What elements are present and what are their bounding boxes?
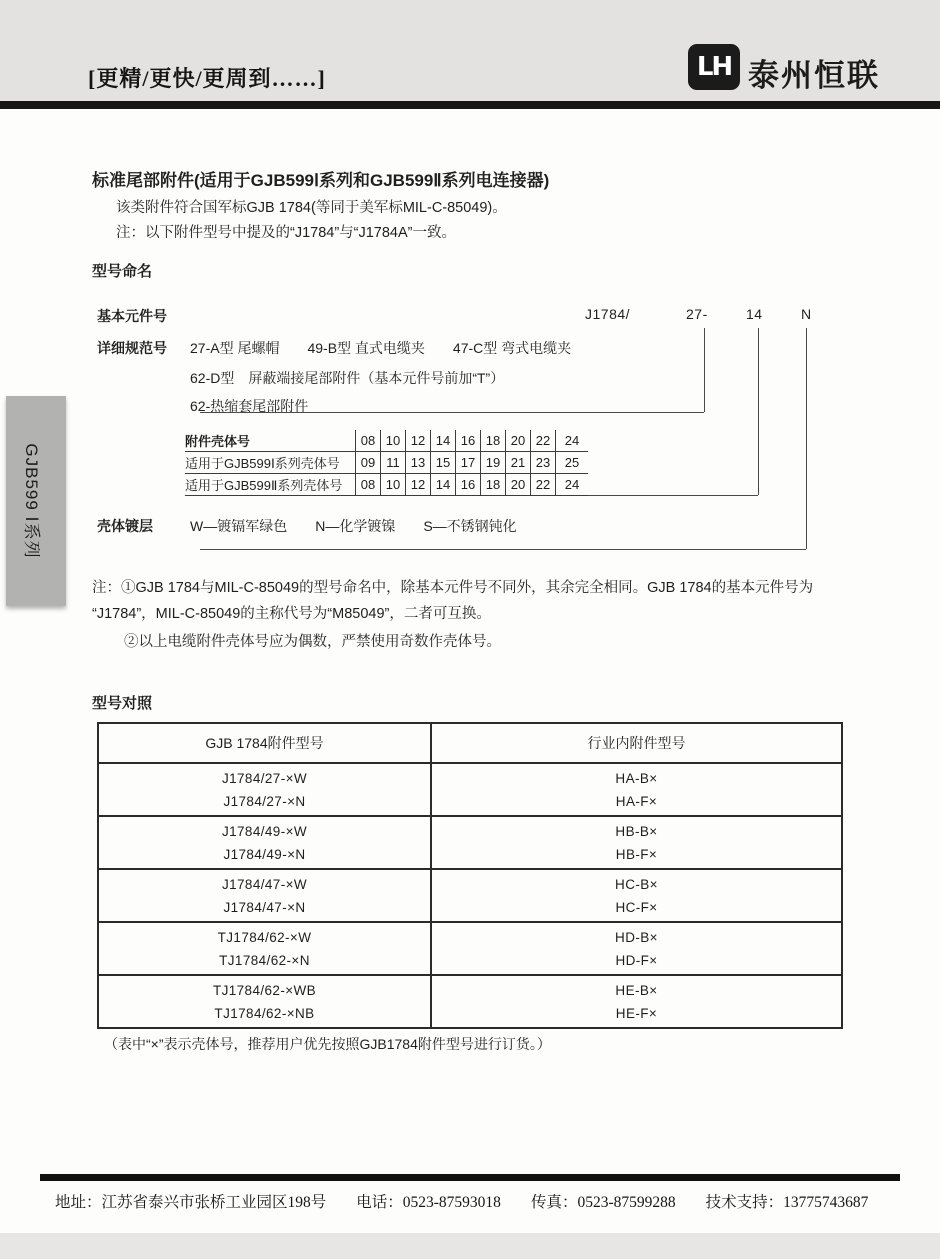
shell-cell: 24 [555, 430, 588, 452]
industry-type-cell [432, 817, 841, 868]
code-spec: 27- [686, 306, 708, 322]
footer [55, 1190, 868, 1212]
industry-type-line: HE-F× [615, 1005, 658, 1021]
shell-cell: 13 [405, 452, 430, 474]
compare-footnote: （表中“×”表示壳体号，推荐用户优先按照GJB1784附件型号进行订货。） [104, 1036, 551, 1052]
diagram-line-spec-horizontal [200, 412, 704, 413]
shell-cell: 18 [480, 430, 505, 452]
shell-cell: 12 [405, 430, 430, 452]
table-row [99, 815, 841, 868]
shell-cell: 20 [505, 430, 530, 452]
shell-cell: 24 [555, 474, 588, 496]
shell-cell: 09 [355, 452, 380, 474]
gjb-type-line: TJ1784/62-×N [219, 952, 310, 968]
company-logo-icon [688, 44, 740, 90]
diagram-line-shell-vertical [758, 328, 759, 495]
shell-cell: 17 [455, 452, 480, 474]
shell-table-row-label: 附件壳体号 [185, 430, 355, 452]
compare-table [97, 722, 843, 1029]
compare-col1-header: GJB 1784附件型号 [99, 724, 432, 762]
diagram-line-finish-vertical [806, 328, 807, 549]
shell-cell: 16 [455, 474, 480, 496]
shell-cell: 22 [530, 430, 555, 452]
gjb-type-line: J1784/47-×W [221, 876, 308, 892]
industry-type-line: HD-B× [615, 929, 658, 945]
table-row [99, 921, 841, 974]
gjb-type-line: J1784/49-×N [223, 846, 306, 862]
shell-cell: 11 [380, 452, 405, 474]
shell-cell: 16 [455, 430, 480, 452]
industry-type-line: HA-B× [615, 770, 658, 786]
industry-type-line: HC-F× [615, 899, 658, 915]
gjb-type-line: J1784/47-×N [223, 899, 306, 915]
shell-cell: 10 [380, 474, 405, 496]
shell-cell: 21 [505, 452, 530, 474]
gjb-type-cell [99, 817, 432, 868]
industry-type-cell [432, 923, 841, 974]
intro-line2: 注：以下附件型号中提及的“J1784”与“J1784A”一致。 [116, 225, 456, 241]
header-divider-bar [0, 101, 940, 109]
compare-table-header-row [99, 724, 841, 762]
shell-number-table [185, 430, 588, 496]
spec-line2: 62-D型 屏蔽端接尾部附件（基本元件号前加“T”） [190, 370, 505, 386]
shell-cell: 23 [530, 452, 555, 474]
gjb-type-line: J1784/27-×W [221, 770, 308, 786]
diagram-line-shell-horizontal [588, 495, 758, 496]
shell-cell: 22 [530, 474, 555, 496]
shell-cell: 15 [430, 452, 455, 474]
shell-cell: 14 [430, 430, 455, 452]
footer-support: 技术支持：13775743687 [705, 1194, 869, 1211]
code-shell: 14 [746, 306, 763, 322]
shell-cell: 08 [355, 474, 380, 496]
shell-cell: 14 [430, 474, 455, 496]
note-line3: ②以上电缆附件壳体号应为偶数，严禁使用奇数作壳体号。 [124, 634, 501, 650]
footer-divider-bar [40, 1174, 900, 1181]
gjb-type-line: TJ1784/62-×WB [212, 982, 317, 998]
spec-line3: 62-热缩套尾部附件 [190, 398, 309, 414]
header-slogan: [更精/更快/更周到……] [88, 66, 326, 91]
industry-type-cell [432, 870, 841, 921]
section-compare-title: 型号对照 [92, 695, 153, 712]
industry-type-line: HB-F× [615, 846, 658, 862]
gjb-type-line: TJ1784/62-×NB [214, 1005, 315, 1021]
industry-type-line: HB-B× [615, 823, 658, 839]
table-row [99, 868, 841, 921]
industry-type-cell [432, 976, 841, 1027]
code-base: J1784/ [585, 306, 631, 322]
spec-label: 详细规范号 [97, 340, 167, 356]
industry-type-line: HD-F× [615, 952, 658, 968]
shell-cell: 10 [380, 430, 405, 452]
footer-phone: 电话：0523-87593018 [356, 1194, 501, 1211]
shell-cell: 19 [480, 452, 505, 474]
shell-cell: 18 [480, 474, 505, 496]
gjb-type-line: J1784/49-×W [221, 823, 308, 839]
table-row [99, 762, 841, 815]
compare-col2-header: 行业内附件型号 [587, 735, 686, 751]
note-line1: 注：①GJB 1784与MIL-C-85049的型号命名中，除基本元件号不同外，其余完全相同。GJB 1784的基本元件号为 [92, 580, 814, 596]
spec-line1: 27-A型 尾螺帽 49-B型 直式电缆夹 47-C型 弯式电缆夹 [190, 340, 572, 356]
finish-label: 壳体镀层 [97, 518, 153, 534]
note-line2: “J1784”，MIL-C-85049的主称代号为“M85049”，二者可互换。 [92, 606, 491, 622]
gjb-type-cell [99, 976, 432, 1027]
footer-address: 地址：江苏省泰兴市张桥工业园区198号 [55, 1194, 327, 1211]
logo-monogram: LH [696, 52, 732, 82]
gjb-type-cell [99, 923, 432, 974]
shell-cell: 12 [405, 474, 430, 496]
industry-type-cell [432, 764, 841, 815]
company-name: 泰州恒联 [748, 58, 880, 93]
shell-cell: 08 [355, 430, 380, 452]
table-row [99, 974, 841, 1027]
code-finish: N [801, 306, 812, 322]
industry-type-line: HE-B× [615, 982, 658, 998]
gjb-type-line: J1784/27-×N [223, 793, 306, 809]
shell-cell: 20 [505, 474, 530, 496]
footer-fax: 传真：0523-87599288 [530, 1194, 676, 1211]
page-title: 标准尾部附件(适用于GJB599Ⅰ系列和GJB599Ⅱ系列电连接器) [92, 171, 550, 190]
shell-table-row-label: 适用于GJB599Ⅰ系列壳体号 [185, 452, 355, 474]
diagram-line-finish-horizontal [200, 549, 806, 550]
shell-table-row-label: 适用于GJB599Ⅱ系列壳体号 [185, 474, 355, 496]
base-part-label: 基本元件号 [97, 308, 167, 324]
gjb-type-line: TJ1784/62-×W [217, 929, 312, 945]
bottom-page-edge [0, 1233, 940, 1259]
gjb-type-cell [99, 764, 432, 815]
section-naming-title: 型号命名 [92, 263, 153, 280]
intro-line1: 该类附件符合国军标GJB 1784(等同于美军标MIL-C-85049)。 [116, 200, 507, 216]
diagram-line-spec-vertical [704, 328, 705, 412]
industry-type-line: HC-B× [615, 876, 658, 892]
gjb-type-cell [99, 870, 432, 921]
industry-type-line: HA-F× [615, 793, 658, 809]
finish-values: W—镀镉军绿色 N—化学镀镍 S—不锈钢钝化 [190, 518, 517, 534]
series-tab-label: GJB599 Ⅰ系列 [22, 443, 41, 559]
shell-cell: 25 [555, 452, 588, 474]
